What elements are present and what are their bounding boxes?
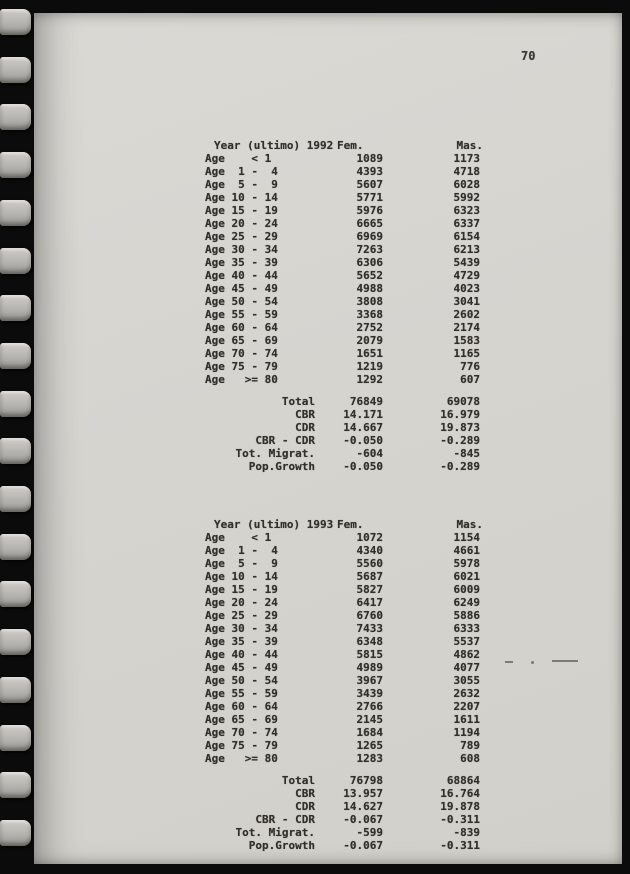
mas-value: -0.289	[440, 434, 480, 447]
row-label: Age < 1	[205, 152, 272, 165]
mas-value: 6333	[453, 622, 480, 635]
row-label: Age 50 - 54	[205, 674, 278, 687]
age-rows-1993	[205, 531, 483, 765]
fem-value: 1219	[356, 360, 383, 373]
table-row	[205, 269, 483, 282]
table-row	[205, 739, 483, 752]
fem-value: 5560	[356, 557, 383, 570]
table-row	[205, 648, 483, 661]
fem-value: -599	[356, 826, 383, 839]
table-row	[205, 839, 483, 852]
fem-value: 76798	[349, 774, 383, 787]
fem-value: 6760	[356, 609, 383, 622]
row-label: Age 55 - 59	[205, 687, 278, 700]
fem-value: 5815	[356, 648, 383, 661]
row-label: Age 15 - 19	[205, 583, 278, 596]
mas-value: 2207	[453, 700, 480, 713]
table-row	[205, 360, 483, 373]
fem-value: 3967	[356, 674, 383, 687]
mas-value: 1194	[453, 726, 480, 739]
fem-value: 6348	[356, 635, 383, 648]
scan-artifact-dot	[531, 661, 534, 664]
row-label: Pop.Growth	[248, 460, 315, 473]
table-row	[205, 282, 483, 295]
fem-value: -0.050	[343, 434, 383, 447]
row-label: Age 10 - 14	[205, 570, 278, 583]
fem-value: 13.957	[343, 787, 383, 800]
mas-value: 16.979	[440, 408, 480, 421]
row-label: Age 5 - 9	[205, 178, 278, 191]
mas-value: 608	[460, 752, 480, 765]
row-label: Age 30 - 34	[205, 243, 278, 256]
row-label: Tot. Migrat.	[235, 826, 315, 839]
table-header	[205, 139, 483, 152]
row-label: Age 45 - 49	[205, 282, 278, 295]
document-page	[34, 13, 622, 864]
binding-tooth	[0, 57, 31, 83]
row-label: Age 70 - 74	[205, 726, 278, 739]
scan-artifact-dash	[552, 660, 578, 662]
fem-value: -0.067	[343, 813, 383, 826]
mas-value: 4661	[453, 544, 480, 557]
fem-value: 3368	[356, 308, 383, 321]
table-row	[205, 230, 483, 243]
table-row	[205, 661, 483, 674]
mas-value: 19.873	[440, 421, 480, 434]
row-label: Age 70 - 74	[205, 347, 278, 360]
mas-value: 776	[460, 360, 480, 373]
table-row	[205, 243, 483, 256]
mas-value: 19.878	[440, 800, 480, 813]
mas-value: 4023	[453, 282, 480, 295]
mas-value: 607	[460, 373, 480, 386]
mas-value: 1173	[453, 152, 480, 165]
mas-value: 1154	[453, 531, 480, 544]
table-row	[205, 609, 483, 622]
scan-artifact-dash	[505, 661, 513, 663]
row-label: Age >= 80	[205, 373, 278, 386]
mas-value: 4077	[453, 661, 480, 674]
mas-column-header: Mas.	[456, 518, 483, 531]
row-label: Age 55 - 59	[205, 308, 278, 321]
fem-column-header: Fem.	[337, 518, 364, 531]
mas-value: 6154	[453, 230, 480, 243]
binding-tooth	[0, 152, 31, 178]
row-label: Age 10 - 14	[205, 191, 278, 204]
table-row	[205, 687, 483, 700]
row-label: Total	[281, 395, 315, 408]
table-row	[205, 165, 483, 178]
table-row	[205, 204, 483, 217]
table-row	[205, 726, 483, 739]
binding-tooth	[0, 772, 31, 798]
row-label: Age 20 - 24	[205, 596, 278, 609]
mas-value: 1611	[453, 713, 480, 726]
fem-value: 3439	[356, 687, 383, 700]
mas-value: 68864	[446, 774, 480, 787]
fem-value: 2145	[356, 713, 383, 726]
mas-value: 6213	[453, 243, 480, 256]
fem-value: 3808	[356, 295, 383, 308]
fem-value: 1651	[356, 347, 383, 360]
mas-value: 6337	[453, 217, 480, 230]
row-label: Age 75 - 79	[205, 739, 278, 752]
table-row	[205, 395, 483, 408]
mas-value: 5886	[453, 609, 480, 622]
table-row	[205, 752, 483, 765]
binding-tooth	[0, 295, 31, 321]
age-rows-1992	[205, 152, 483, 386]
table-row	[205, 544, 483, 557]
row-label: Tot. Migrat.	[235, 447, 315, 460]
mas-value: -0.311	[440, 813, 480, 826]
mas-value: 4862	[453, 648, 480, 661]
fem-value: -0.067	[343, 839, 383, 852]
table-row	[205, 408, 483, 421]
mas-column-header: Mas.	[456, 139, 483, 152]
binding-tooth	[0, 200, 31, 226]
row-label: CBR - CDR	[255, 813, 315, 826]
mas-value: 3041	[453, 295, 480, 308]
mas-value: 4729	[453, 269, 480, 282]
table-row	[205, 256, 483, 269]
table-row	[205, 557, 483, 570]
table-row	[205, 191, 483, 204]
row-label: CDR	[295, 800, 315, 813]
mas-value: 3055	[453, 674, 480, 687]
fem-value: 1283	[356, 752, 383, 765]
mas-value: 5978	[453, 557, 480, 570]
fem-value: 4989	[356, 661, 383, 674]
table-row	[205, 596, 483, 609]
table-row	[205, 347, 483, 360]
population-table-1992	[205, 139, 483, 473]
row-label: Age 50 - 54	[205, 295, 278, 308]
binding-tooth	[0, 820, 31, 846]
table-row	[205, 447, 483, 460]
fem-value: 4340	[356, 544, 383, 557]
fem-value: 1684	[356, 726, 383, 739]
fem-value: 6417	[356, 596, 383, 609]
fem-value: 14.667	[343, 421, 383, 434]
binding-tooth	[0, 629, 31, 655]
row-label: CBR - CDR	[255, 434, 315, 447]
fem-value: 5771	[356, 191, 383, 204]
mas-value: 6028	[453, 178, 480, 191]
row-label: Pop.Growth	[248, 839, 315, 852]
table-row	[205, 334, 483, 347]
table-row	[205, 531, 483, 544]
row-label: Age 25 - 29	[205, 609, 278, 622]
table-row	[205, 308, 483, 321]
fem-value: 76849	[349, 395, 383, 408]
table-title: Year (ultimo) 1992	[214, 139, 334, 152]
row-label: Age 60 - 64	[205, 321, 278, 334]
fem-value: 2766	[356, 700, 383, 713]
row-label: Age 25 - 29	[205, 230, 278, 243]
row-label: Age 20 - 24	[205, 217, 278, 230]
table-row	[205, 622, 483, 635]
binding-tooth	[0, 9, 31, 35]
fem-column-header: Fem.	[337, 139, 364, 152]
binding-tooth	[0, 343, 31, 369]
mas-value: -839	[453, 826, 480, 839]
binding-tooth	[0, 104, 31, 130]
row-label: Age 65 - 69	[205, 334, 278, 347]
fem-value: 6306	[356, 256, 383, 269]
table-row	[205, 460, 483, 473]
table-row	[205, 295, 483, 308]
mas-value: 5439	[453, 256, 480, 269]
fem-value: 7263	[356, 243, 383, 256]
row-label: Age 5 - 9	[205, 557, 278, 570]
mas-value: 789	[460, 739, 480, 752]
binding-tooth	[0, 725, 31, 751]
fem-value: 7433	[356, 622, 383, 635]
table-row	[205, 373, 483, 386]
fem-value: -604	[356, 447, 383, 460]
fem-value: 5976	[356, 204, 383, 217]
row-label: Age 40 - 44	[205, 648, 278, 661]
mas-value: 6009	[453, 583, 480, 596]
table-row	[205, 674, 483, 687]
fem-value: 14.627	[343, 800, 383, 813]
mas-value: 16.764	[440, 787, 480, 800]
table-row	[205, 152, 483, 165]
mas-value: 6021	[453, 570, 480, 583]
table-header	[205, 518, 483, 531]
fem-value: 1072	[356, 531, 383, 544]
fem-value: 5687	[356, 570, 383, 583]
fem-value: 1265	[356, 739, 383, 752]
binding-tooth	[0, 438, 31, 464]
table-row	[205, 321, 483, 334]
mas-value: 5537	[453, 635, 480, 648]
mas-value: 1165	[453, 347, 480, 360]
page-number: 70	[521, 49, 536, 63]
fem-value: 4988	[356, 282, 383, 295]
table-row	[205, 713, 483, 726]
row-label: CBR	[295, 787, 315, 800]
row-label: Age 1 - 4	[205, 544, 278, 557]
table-row	[205, 178, 483, 191]
fem-value: 1089	[356, 152, 383, 165]
table-title: Year (ultimo) 1993	[214, 518, 334, 531]
binding-tooth	[0, 677, 31, 703]
row-label: Age 65 - 69	[205, 713, 278, 726]
table-row	[205, 421, 483, 434]
row-label: Age 1 - 4	[205, 165, 278, 178]
row-label: Age 35 - 39	[205, 635, 278, 648]
mas-value: 6249	[453, 596, 480, 609]
table-row	[205, 813, 483, 826]
table-row	[205, 700, 483, 713]
binding-tooth	[0, 248, 31, 274]
row-label: Age 75 - 79	[205, 360, 278, 373]
mas-value: 2602	[453, 308, 480, 321]
fem-value: -0.050	[343, 460, 383, 473]
table-row	[205, 774, 483, 787]
table-row	[205, 800, 483, 813]
mas-value: -0.289	[440, 460, 480, 473]
fem-value: 14.171	[343, 408, 383, 421]
row-label: Age < 1	[205, 531, 272, 544]
binding-tooth	[0, 486, 31, 512]
row-label: CBR	[295, 408, 315, 421]
fem-value: 5652	[356, 269, 383, 282]
mas-value: 2632	[453, 687, 480, 700]
fem-value: 6969	[356, 230, 383, 243]
row-label: Age 30 - 34	[205, 622, 278, 635]
binding-tooth	[0, 391, 31, 417]
mas-value: 2174	[453, 321, 480, 334]
fem-value: 4393	[356, 165, 383, 178]
row-label: Age 15 - 19	[205, 204, 278, 217]
population-table-1993	[205, 518, 483, 852]
fem-value: 5607	[356, 178, 383, 191]
mas-value: 6323	[453, 204, 480, 217]
mas-value: 5992	[453, 191, 480, 204]
table-row	[205, 217, 483, 230]
summary-rows-1993	[205, 774, 483, 852]
fem-value: 1292	[356, 373, 383, 386]
binding-tooth	[0, 534, 31, 560]
row-label: Age 60 - 64	[205, 700, 278, 713]
row-label: Age 35 - 39	[205, 256, 278, 269]
row-label: Age >= 80	[205, 752, 278, 765]
binding-tooth	[0, 581, 31, 607]
mas-value: -0.311	[440, 839, 480, 852]
mas-value: 69078	[446, 395, 480, 408]
table-row	[205, 635, 483, 648]
table-row	[205, 583, 483, 596]
table-row	[205, 787, 483, 800]
fem-value: 2079	[356, 334, 383, 347]
mas-value: 4718	[453, 165, 480, 178]
table-row	[205, 570, 483, 583]
row-label: Age 40 - 44	[205, 269, 278, 282]
table-row	[205, 434, 483, 447]
row-label: Age 45 - 49	[205, 661, 278, 674]
fem-value: 2752	[356, 321, 383, 334]
fem-value: 6665	[356, 217, 383, 230]
mas-value: -845	[453, 447, 480, 460]
row-label: Total	[281, 774, 315, 787]
table-row	[205, 826, 483, 839]
row-label: CDR	[295, 421, 315, 434]
summary-rows-1992	[205, 395, 483, 473]
mas-value: 1583	[453, 334, 480, 347]
fem-value: 5827	[356, 583, 383, 596]
